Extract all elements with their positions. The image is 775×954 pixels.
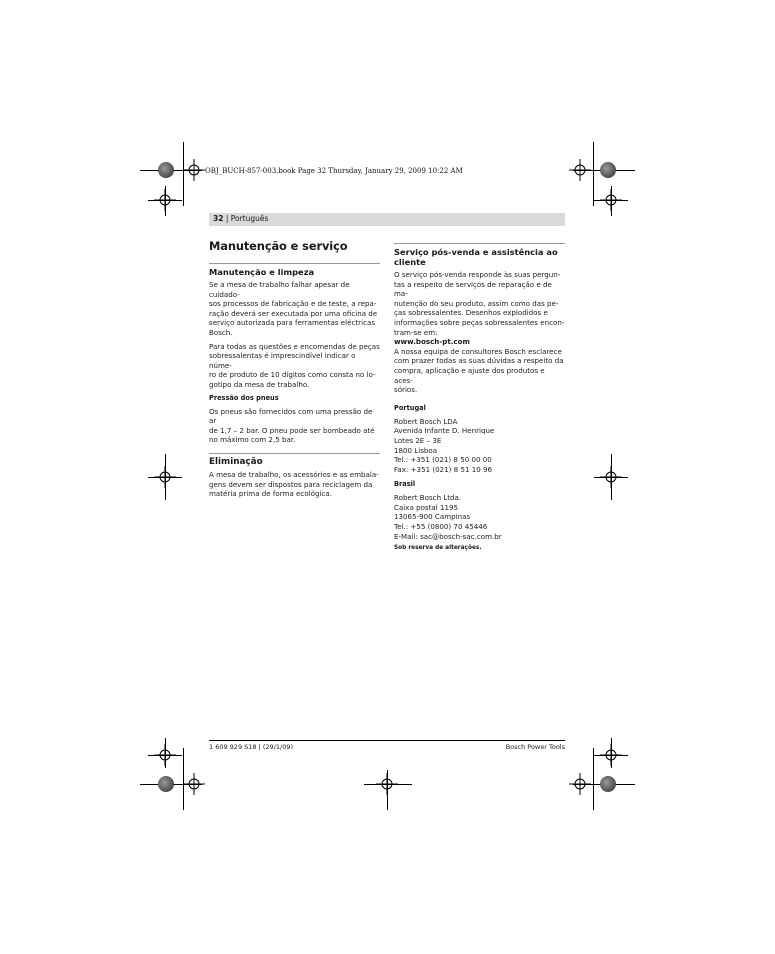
registration-target-icon: [183, 159, 205, 181]
registration-target-icon: [569, 773, 591, 795]
paragraph: O serviço pós-venda responde às suas pergun- tas a respeito de serviços de reparação e de ma- nutenção do seu produto, assim como das pe- ças sobressalentes. Desenhos explodidos e informações sobre peças sobressalentes encon- tram-se em:: [394, 270, 565, 337]
crop-line: [593, 142, 594, 206]
page-header: [213, 214, 268, 223]
registration-target-icon: [154, 189, 176, 211]
registration-target-icon: [183, 773, 205, 795]
registration-target-icon: [600, 744, 622, 766]
registration-dot-icon: [158, 162, 174, 178]
registration-target-icon: [600, 466, 622, 488]
country-heading-brasil: Brasil: [394, 480, 416, 489]
section-heading-maintenance: Manutenção e limpeza: [209, 263, 380, 277]
address-brasil: Robert Bosch Ltda. Caixa postal 1195 13065-900 Campinas Tel.: +55 (0800) 70 45446 E-Mail: sac@bosch-sac.com.br: [394, 493, 502, 541]
registration-dot-icon: [600, 776, 616, 792]
crop-line: [593, 748, 594, 810]
subheading-tire-pressure: Pressão dos pneus: [209, 393, 279, 402]
paragraph: A nossa equipa de consultores Bosch esclarece com prazer todas as suas dúvidas a respeito da compra, aplicação e ajuste dos produtos e aces- sórios.: [394, 346, 564, 395]
registration-target-icon: [154, 744, 176, 766]
registration-target-icon: [154, 466, 176, 488]
page-number: 32: [213, 214, 224, 223]
paragraph: Se a mesa de trabalho falhar apesar de cuidado- sos processos de fabricação e de teste, a repa- ração deverá ser executada por uma oficina de serviço autorizada para ferramentas eléctricas Bosch.: [209, 280, 378, 337]
registration-dot-icon: [600, 162, 616, 178]
file-header: OBJ_BUCH-857-003.book Page 32 Thursday, January 29, 2009 10:22 AM: [205, 167, 463, 175]
paragraph: Para todas as questões e encomendas de peças sobressalentas é imprescindível indicar o núme- ro de produto de 10 dígitos como consta no lo- gotipo da mesa de trabalho.: [209, 341, 380, 389]
header-separator: |: [223, 214, 231, 223]
section-heading-service: Serviço pós-venda e assistência ao cliente: [394, 243, 565, 267]
country-heading-portugal: Portugal: [394, 403, 426, 412]
section-heading-disposal: Eliminação: [209, 453, 380, 467]
right-column: [394, 243, 565, 551]
paragraph: Os pneus são fornecidos com uma pressão de ar de 1,7 – 2 bar. O pneu pode ser bombeado até no máximo com 2,5 bar.: [209, 406, 375, 445]
registration-target-icon: [376, 773, 398, 795]
registration-target-icon: [569, 159, 591, 181]
header-language: Português: [230, 214, 269, 223]
footer-rule: [209, 740, 565, 741]
registration-dot-icon: [158, 776, 174, 792]
paragraph: A mesa de trabalho, os acessórios e as embala- gens devem ser dispostos para reciclagem da matéria prima de forma ecológica.: [209, 469, 379, 499]
registration-target-icon: [600, 189, 622, 211]
left-column: [209, 239, 380, 503]
footer-brand: Bosch Power Tools: [505, 743, 565, 751]
address-portugal: Robert Bosch LDA Avenida Infante D. Henrique Lotes 2E – 3E 1800 Lisboa Tel.: +351 (021) 8 50 00 00 Fax: +351 (021) 8 51 10 96: [394, 416, 495, 474]
disclaimer-note: Sob reserva de alterações.: [394, 545, 482, 552]
page-title: Manutenção e serviço: [209, 239, 348, 253]
footer-doc-number: 1 609 929 S18 | (29/1/09): [209, 743, 293, 751]
website-link[interactable]: www.bosch-pt.com: [394, 337, 470, 347]
